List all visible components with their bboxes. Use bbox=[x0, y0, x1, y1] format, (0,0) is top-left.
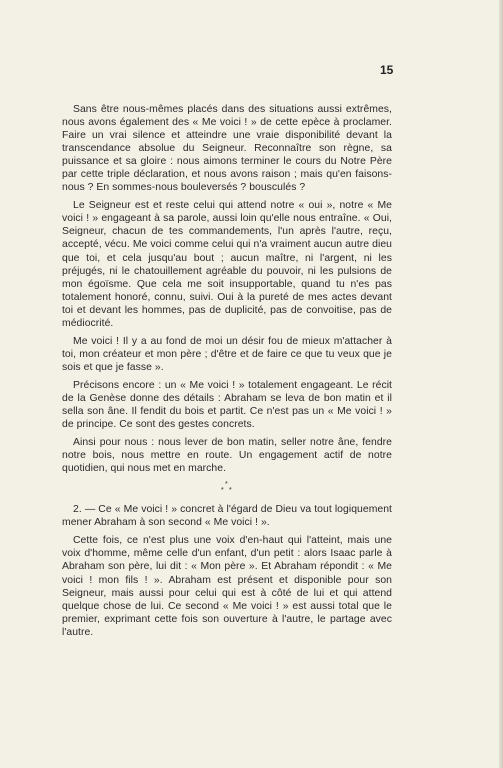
page-number: 15 bbox=[380, 63, 394, 77]
body-text bbox=[62, 103, 392, 644]
paragraph: Sans être nous-mêmes placés dans des situations aussi extrêmes, nous avons également des « Me voici ! » de cette epèce à proclamer. Faire un vrai silence et atteindre une vraie disponibilité devant la transcendance absolue du Seigneur. Reconnaître son règne, sa puissance et sa gloire : nous aimons terminer le cours du Notre Père par cette triple déclaration, et nous avons raison ; mais qu'en faisons-nous ? En sommes-nous bouleversés ? bousculés ? bbox=[62, 104, 392, 194]
paragraph: Le Seigneur est et reste celui qui attend notre « oui », notre « Me voici ! » engageant à sa parole, aussi loin qu'elle nous entraîne. « Oui, Seigneur, chacun de tes commandements, l'un après l'autre, reçu, accepté, vécu. Me voici comme celui qui n'a vraiment aucun autre dieu que toi, et cela jusqu'au bout ; aucun maître, ni l'argent, ni les préjugés, ni le chatouillement agréable du pouvoir, ni les pulsions de mon égoïsme. Que cela me soit insupportable, quand tu n'es pas totalement honoré, connu, suivi. Oui à la pureté de mes actes devant toi et devant les hommes, pas de duplicité, pas de convoitise, pas de médiocrité. bbox=[62, 200, 392, 329]
paragraph: Ainsi pour nous : nous lever de bon matin, seller notre âne, fendre notre bois, nous mettre en route. Un engagement actif de notre quotidien, qui nous met en marche. bbox=[62, 437, 392, 475]
page-edge bbox=[499, 0, 503, 768]
separator-star: * bbox=[229, 487, 232, 495]
separator-star: * bbox=[221, 487, 224, 495]
paragraph: Cette fois, ce n'est plus une voix d'en-haut qui l'atteint, mais une voix d'homme, même celle d'un enfant, d'un petit : alors Isaac parle à Abraham son père, lui dit : « Mon père ». Et Abraham répondit : « Me voici ! mon fils ! ». Abraham est présent et disponible pour son Seigneur, mais aussi pour celui qui est à côté de lui et qui attend quelque chose de lui. Ce second « Me voici ! » est aussi total que le premier, exprimant cette fois son ouverture à l'autre, le partage avec l'autre. bbox=[62, 535, 392, 638]
section-separator bbox=[62, 481, 392, 497]
separator-star: * bbox=[225, 481, 228, 489]
paragraph: Me voici ! Il y a au fond de moi un désir fou de mieux m'attacher à toi, mon créateur et mon père ; d'être et de faire ce que tu veux que je sois et que je fasse ». bbox=[62, 335, 392, 373]
paragraph: 2. — Ce « Me voici ! » concret à l'égard de Dieu va tout logiquement mener Abraham à son second « Me voici ! ». bbox=[62, 504, 392, 529]
paragraph: Précisons encore : un « Me voici ! » totalement engageant. Le récit de la Genèse donne des détails : Abraham se leva de bon matin et il sella son âne. Il fendit du bois et partit. Ce n'est pas un « Me voici ! » de principe. Ce sont des gestes concrets. bbox=[62, 379, 392, 431]
